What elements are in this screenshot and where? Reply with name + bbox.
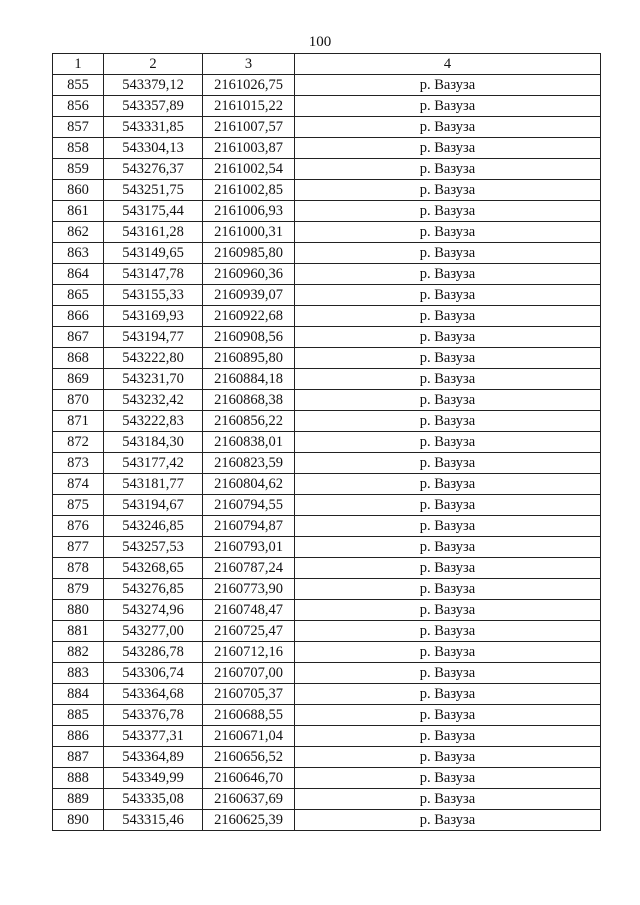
table-row xyxy=(53,537,601,558)
point-number-cell: 861 xyxy=(53,201,104,222)
table-row xyxy=(53,810,601,831)
y-coordinate-cell: 2160922,68 xyxy=(203,306,295,327)
x-coordinate-cell: 543155,33 xyxy=(104,285,203,306)
point-number-cell: 883 xyxy=(53,663,104,684)
x-coordinate-cell: 543177,42 xyxy=(104,453,203,474)
table-row xyxy=(53,642,601,663)
x-coordinate-cell: 543268,65 xyxy=(104,558,203,579)
point-number-cell: 858 xyxy=(53,138,104,159)
point-number-cell: 867 xyxy=(53,327,104,348)
point-number-cell: 870 xyxy=(53,390,104,411)
y-coordinate-cell: 2160787,24 xyxy=(203,558,295,579)
x-coordinate-cell: 543181,77 xyxy=(104,474,203,495)
point-number-cell: 866 xyxy=(53,306,104,327)
table-row xyxy=(53,663,601,684)
description-cell: р. Вазуза xyxy=(295,789,601,810)
table-row xyxy=(53,159,601,180)
x-coordinate-cell: 543335,08 xyxy=(104,789,203,810)
y-coordinate-cell: 2160960,36 xyxy=(203,264,295,285)
table-row xyxy=(53,495,601,516)
column-header-2: 2 xyxy=(104,54,203,75)
y-coordinate-cell: 2160625,39 xyxy=(203,810,295,831)
table-row xyxy=(53,453,601,474)
y-coordinate-cell: 2160985,80 xyxy=(203,243,295,264)
table-body xyxy=(53,75,601,831)
point-number-cell: 860 xyxy=(53,180,104,201)
x-coordinate-cell: 543194,67 xyxy=(104,495,203,516)
description-cell: р. Вазуза xyxy=(295,684,601,705)
point-number-cell: 863 xyxy=(53,243,104,264)
y-coordinate-cell: 2160856,22 xyxy=(203,411,295,432)
description-cell: р. Вазуза xyxy=(295,495,601,516)
page-number: 100 xyxy=(308,34,332,50)
point-number-cell: 888 xyxy=(53,768,104,789)
table-row xyxy=(53,96,601,117)
point-number-cell: 890 xyxy=(53,810,104,831)
y-coordinate-cell: 2160895,80 xyxy=(203,348,295,369)
y-coordinate-cell: 2160637,69 xyxy=(203,789,295,810)
point-number-cell: 886 xyxy=(53,726,104,747)
table-row xyxy=(53,789,601,810)
table-row xyxy=(53,201,601,222)
table-row xyxy=(53,579,601,600)
description-cell: р. Вазуза xyxy=(295,390,601,411)
x-coordinate-cell: 543376,78 xyxy=(104,705,203,726)
table-row xyxy=(53,474,601,495)
y-coordinate-cell: 2160656,52 xyxy=(203,747,295,768)
description-cell: р. Вазуза xyxy=(295,453,601,474)
description-cell: р. Вазуза xyxy=(295,411,601,432)
point-number-cell: 876 xyxy=(53,516,104,537)
description-cell: р. Вазуза xyxy=(295,117,601,138)
description-cell: р. Вазуза xyxy=(295,474,601,495)
table-row xyxy=(53,432,601,453)
description-cell: р. Вазуза xyxy=(295,537,601,558)
y-coordinate-cell: 2160794,87 xyxy=(203,516,295,537)
table-row xyxy=(53,411,601,432)
x-coordinate-cell: 543349,99 xyxy=(104,768,203,789)
point-number-cell: 882 xyxy=(53,642,104,663)
point-number-cell: 881 xyxy=(53,621,104,642)
point-number-cell: 859 xyxy=(53,159,104,180)
description-cell: р. Вазуза xyxy=(295,243,601,264)
description-cell: р. Вазуза xyxy=(295,327,601,348)
description-cell: р. Вазуза xyxy=(295,558,601,579)
description-cell: р. Вазуза xyxy=(295,747,601,768)
y-coordinate-cell: 2160712,16 xyxy=(203,642,295,663)
point-number-cell: 878 xyxy=(53,558,104,579)
y-coordinate-cell: 2160646,70 xyxy=(203,768,295,789)
point-number-cell: 856 xyxy=(53,96,104,117)
y-coordinate-cell: 2160884,18 xyxy=(203,369,295,390)
table-row xyxy=(53,222,601,243)
point-number-cell: 873 xyxy=(53,453,104,474)
description-cell: р. Вазуза xyxy=(295,579,601,600)
x-coordinate-cell: 543304,13 xyxy=(104,138,203,159)
description-cell: р. Вазуза xyxy=(295,516,601,537)
description-cell: р. Вазуза xyxy=(295,705,601,726)
x-coordinate-cell: 543175,44 xyxy=(104,201,203,222)
description-cell: р. Вазуза xyxy=(295,432,601,453)
x-coordinate-cell: 543161,28 xyxy=(104,222,203,243)
point-number-cell: 872 xyxy=(53,432,104,453)
y-coordinate-cell: 2160908,56 xyxy=(203,327,295,348)
y-coordinate-cell: 2160748,47 xyxy=(203,600,295,621)
description-cell: р. Вазуза xyxy=(295,306,601,327)
table-row xyxy=(53,369,601,390)
point-number-cell: 880 xyxy=(53,600,104,621)
description-cell: р. Вазуза xyxy=(295,663,601,684)
description-cell: р. Вазуза xyxy=(295,138,601,159)
table-row xyxy=(53,768,601,789)
y-coordinate-cell: 2160838,01 xyxy=(203,432,295,453)
x-coordinate-cell: 543169,93 xyxy=(104,306,203,327)
x-coordinate-cell: 543274,96 xyxy=(104,600,203,621)
y-coordinate-cell: 2161006,93 xyxy=(203,201,295,222)
x-coordinate-cell: 543315,46 xyxy=(104,810,203,831)
description-cell: р. Вазуза xyxy=(295,369,601,390)
table-row xyxy=(53,684,601,705)
y-coordinate-cell: 2160725,47 xyxy=(203,621,295,642)
point-number-cell: 855 xyxy=(53,75,104,96)
table-row xyxy=(53,306,601,327)
point-number-cell: 875 xyxy=(53,495,104,516)
column-header-4: 4 xyxy=(295,54,601,75)
table-row xyxy=(53,243,601,264)
y-coordinate-cell: 2161002,85 xyxy=(203,180,295,201)
y-coordinate-cell: 2160823,59 xyxy=(203,453,295,474)
x-coordinate-cell: 543276,37 xyxy=(104,159,203,180)
x-coordinate-cell: 543147,78 xyxy=(104,264,203,285)
y-coordinate-cell: 2160671,04 xyxy=(203,726,295,747)
x-coordinate-cell: 543379,12 xyxy=(104,75,203,96)
description-cell: р. Вазуза xyxy=(295,621,601,642)
description-cell: р. Вазуза xyxy=(295,159,601,180)
y-coordinate-cell: 2161002,54 xyxy=(203,159,295,180)
point-number-cell: 857 xyxy=(53,117,104,138)
x-coordinate-cell: 543306,74 xyxy=(104,663,203,684)
column-header-3: 3 xyxy=(203,54,295,75)
x-coordinate-cell: 543257,53 xyxy=(104,537,203,558)
description-cell: р. Вазуза xyxy=(295,96,601,117)
y-coordinate-cell: 2161003,87 xyxy=(203,138,295,159)
table-row xyxy=(53,180,601,201)
point-number-cell: 885 xyxy=(53,705,104,726)
table-row xyxy=(53,264,601,285)
description-cell: р. Вазуза xyxy=(295,768,601,789)
x-coordinate-cell: 543184,30 xyxy=(104,432,203,453)
y-coordinate-cell: 2160794,55 xyxy=(203,495,295,516)
column-header-1: 1 xyxy=(53,54,104,75)
point-number-cell: 868 xyxy=(53,348,104,369)
table-row xyxy=(53,558,601,579)
table-row xyxy=(53,117,601,138)
table-row xyxy=(53,516,601,537)
y-coordinate-cell: 2160705,37 xyxy=(203,684,295,705)
description-cell: р. Вазуза xyxy=(295,264,601,285)
description-cell: р. Вазуза xyxy=(295,600,601,621)
point-number-cell: 871 xyxy=(53,411,104,432)
y-coordinate-cell: 2160868,38 xyxy=(203,390,295,411)
x-coordinate-cell: 543231,70 xyxy=(104,369,203,390)
x-coordinate-cell: 543194,77 xyxy=(104,327,203,348)
coordinates-table xyxy=(52,53,601,831)
table-row xyxy=(53,75,601,96)
point-number-cell: 887 xyxy=(53,747,104,768)
y-coordinate-cell: 2160939,07 xyxy=(203,285,295,306)
y-coordinate-cell: 2161007,57 xyxy=(203,117,295,138)
point-number-cell: 865 xyxy=(53,285,104,306)
x-coordinate-cell: 543364,68 xyxy=(104,684,203,705)
x-coordinate-cell: 543364,89 xyxy=(104,747,203,768)
x-coordinate-cell: 543331,85 xyxy=(104,117,203,138)
x-coordinate-cell: 543286,78 xyxy=(104,642,203,663)
y-coordinate-cell: 2161000,31 xyxy=(203,222,295,243)
description-cell: р. Вазуза xyxy=(295,726,601,747)
x-coordinate-cell: 543232,42 xyxy=(104,390,203,411)
table-header-row xyxy=(53,54,601,75)
point-number-cell: 877 xyxy=(53,537,104,558)
description-cell: р. Вазуза xyxy=(295,348,601,369)
point-number-cell: 889 xyxy=(53,789,104,810)
description-cell: р. Вазуза xyxy=(295,75,601,96)
description-cell: р. Вазуза xyxy=(295,642,601,663)
y-coordinate-cell: 2160773,90 xyxy=(203,579,295,600)
x-coordinate-cell: 543276,85 xyxy=(104,579,203,600)
point-number-cell: 879 xyxy=(53,579,104,600)
table-row xyxy=(53,348,601,369)
y-coordinate-cell: 2160707,00 xyxy=(203,663,295,684)
x-coordinate-cell: 543251,75 xyxy=(104,180,203,201)
table-row xyxy=(53,138,601,159)
description-cell: р. Вазуза xyxy=(295,201,601,222)
table-row xyxy=(53,600,601,621)
description-cell: р. Вазуза xyxy=(295,180,601,201)
point-number-cell: 869 xyxy=(53,369,104,390)
table-row xyxy=(53,285,601,306)
x-coordinate-cell: 543377,31 xyxy=(104,726,203,747)
point-number-cell: 884 xyxy=(53,684,104,705)
table-row xyxy=(53,726,601,747)
table-row xyxy=(53,747,601,768)
x-coordinate-cell: 543277,00 xyxy=(104,621,203,642)
description-cell: р. Вазуза xyxy=(295,810,601,831)
x-coordinate-cell: 543222,83 xyxy=(104,411,203,432)
table-row xyxy=(53,390,601,411)
point-number-cell: 874 xyxy=(53,474,104,495)
y-coordinate-cell: 2160793,01 xyxy=(203,537,295,558)
y-coordinate-cell: 2161015,22 xyxy=(203,96,295,117)
x-coordinate-cell: 543149,65 xyxy=(104,243,203,264)
table-row xyxy=(53,621,601,642)
x-coordinate-cell: 543222,80 xyxy=(104,348,203,369)
point-number-cell: 864 xyxy=(53,264,104,285)
table-row xyxy=(53,705,601,726)
x-coordinate-cell: 543246,85 xyxy=(104,516,203,537)
description-cell: р. Вазуза xyxy=(295,285,601,306)
y-coordinate-cell: 2160804,62 xyxy=(203,474,295,495)
y-coordinate-cell: 2160688,55 xyxy=(203,705,295,726)
table-row xyxy=(53,327,601,348)
description-cell: р. Вазуза xyxy=(295,222,601,243)
y-coordinate-cell: 2161026,75 xyxy=(203,75,295,96)
x-coordinate-cell: 543357,89 xyxy=(104,96,203,117)
point-number-cell: 862 xyxy=(53,222,104,243)
